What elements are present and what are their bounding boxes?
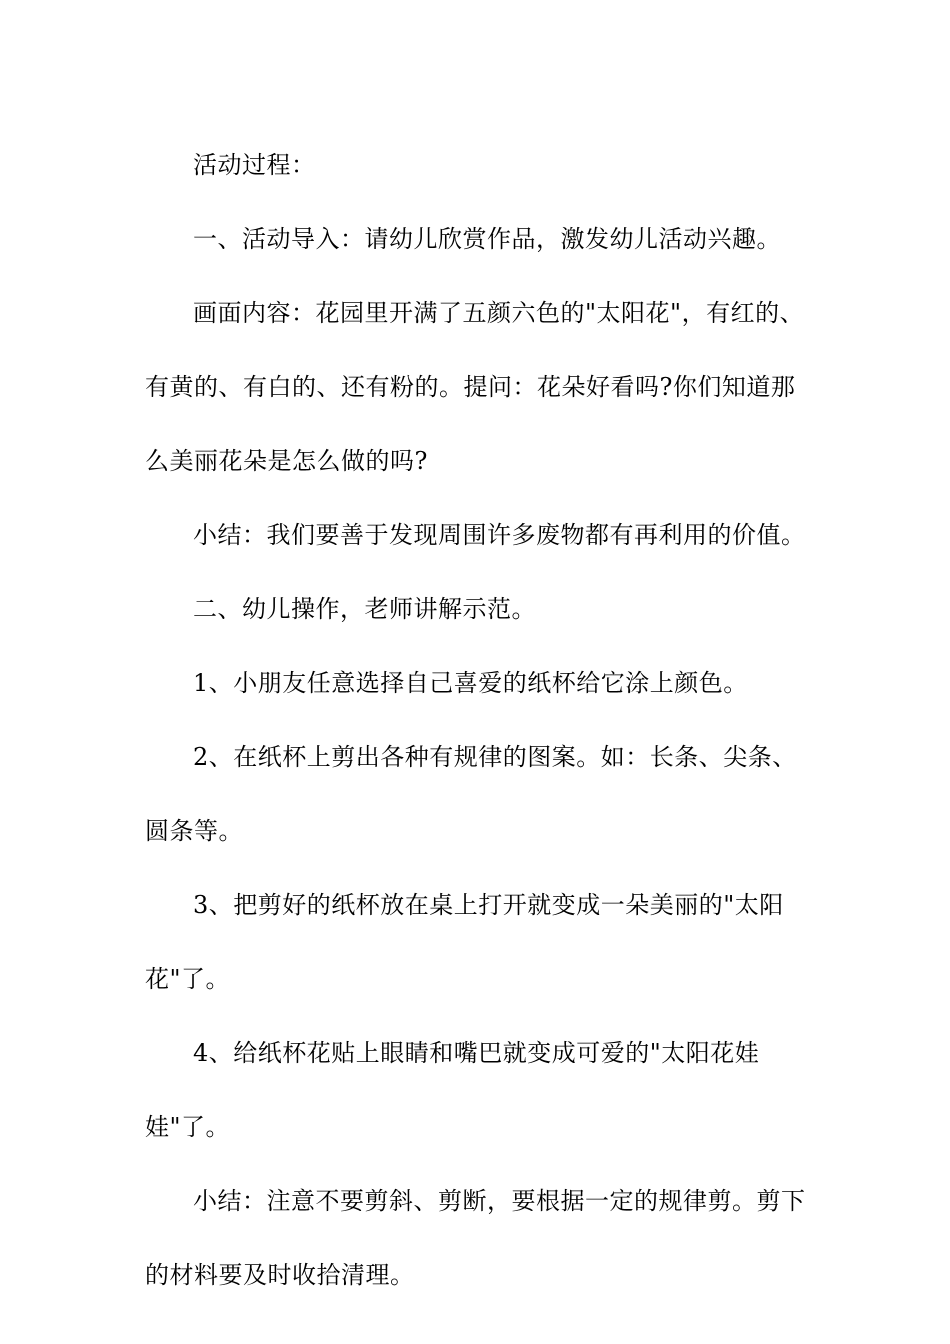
paragraph-step-2: 2、在纸杯上剪出各种有规律的图案。如：长条、尖条、圆条等。 <box>145 743 797 845</box>
paragraph-summary-2: 小结：注意不要剪斜、剪断，要根据一定的规律剪。剪下的材料要及时收拾清理。 <box>145 1187 806 1289</box>
paragraph-step-4: 4、给纸杯花贴上眼睛和嘴巴就变成可爱的"太阳花娃娃"了。 <box>145 1039 760 1141</box>
paragraph-step-1: 1、小朋友任意选择自己喜爱的纸杯给它涂上颜色。 <box>193 669 748 697</box>
paragraph-process-heading: 活动过程： <box>193 151 316 179</box>
document-body <box>145 128 815 1312</box>
paragraph-picture-content: 画面内容：花园里开满了五颜六色的"太阳花"，有红的、有黄的、有白的、还有粉的。提问：花朵好看吗?你们知道那么美丽花朵是怎么做的吗? <box>145 299 805 475</box>
paragraph-child-operation: 二、幼儿操作，老师讲解示范。 <box>193 595 536 623</box>
paragraph-summary-1: 小结：我们要善于发现周围许多废物都有再利用的价值。 <box>193 521 806 549</box>
paragraph-step-3: 3、把剪好的纸杯放在桌上打开就变成一朵美丽的"太阳花"了。 <box>145 891 784 993</box>
paragraph-activity-intro: 一、活动导入：请幼儿欣赏作品，激发幼儿活动兴趣。 <box>193 225 781 253</box>
